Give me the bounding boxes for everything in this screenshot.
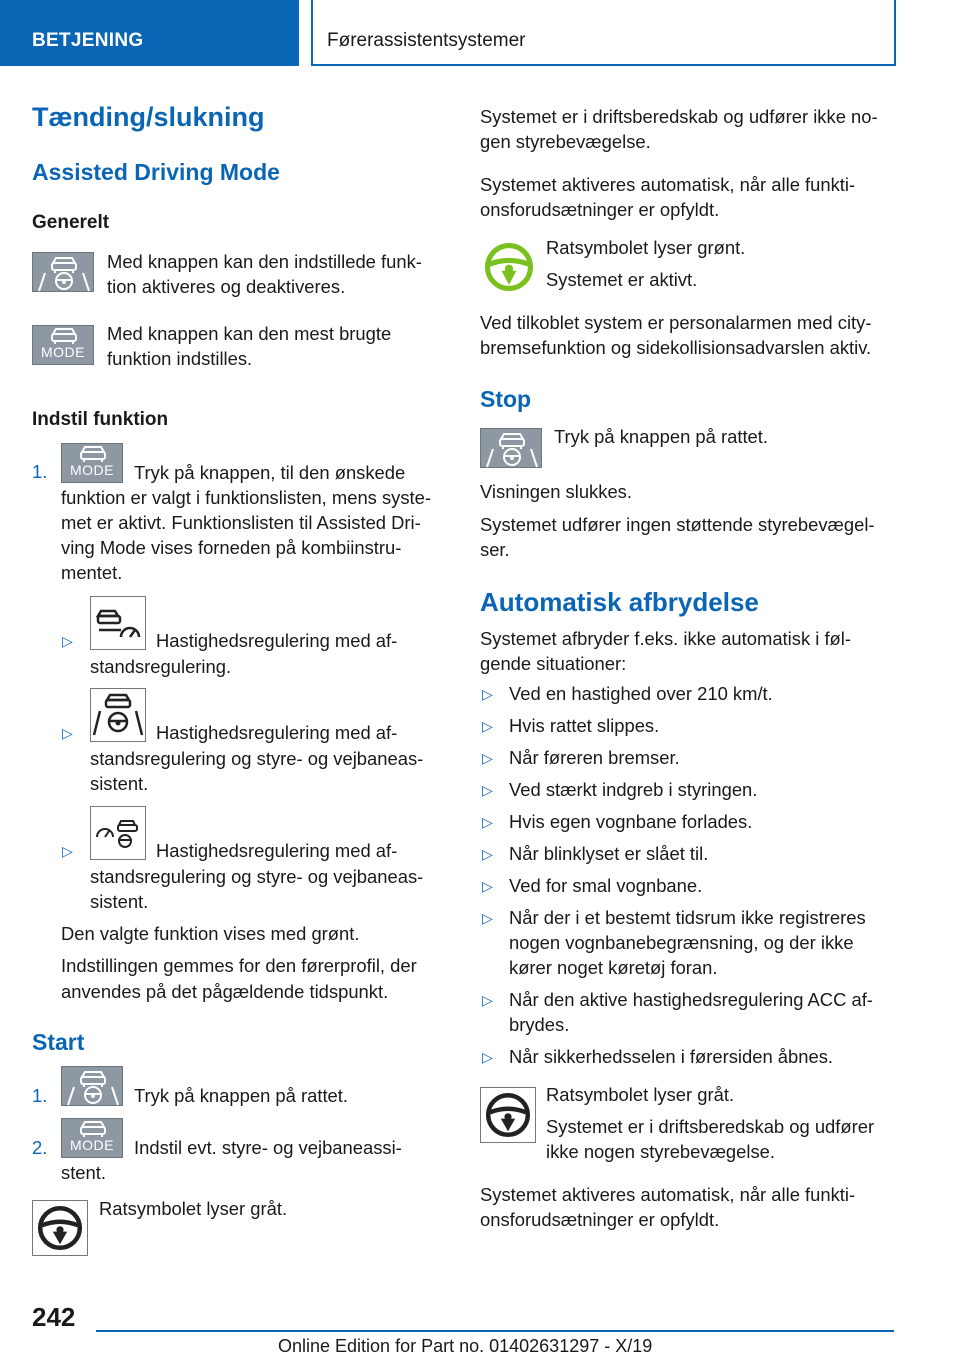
- steering-wheel-grey-icon: [32, 1200, 88, 1256]
- right-p2-a: Systemet aktiveres automatisk, når alle funkti-: [480, 174, 856, 195]
- bullet-3-text-b: standsregulering og styre- og vejbaneas-: [90, 866, 424, 887]
- steering-wheel-grey-icon: [480, 1087, 536, 1143]
- step-1-text-a: Tryk på knappen, til den ønskede: [134, 462, 406, 483]
- right-p3-a: Ved tilkoblet system er personalarmen med city-: [480, 312, 872, 333]
- bullet-2-text-a: Hastighedsregulering med af-: [156, 722, 398, 743]
- section-title-assisted-driving: Assisted Driving Mode: [32, 159, 280, 185]
- final-text-b: onsforudsætninger er opfyldt.: [480, 1209, 720, 1230]
- bullet-3-text-c: sistent.: [90, 891, 149, 912]
- green-symbol-text-b: Systemet er aktivt.: [546, 269, 698, 290]
- assist-button-icon: [480, 428, 542, 468]
- steering-wheel-green-icon: [481, 239, 537, 295]
- triangle-bullet-icon: ▷: [482, 750, 493, 766]
- list-item: Hvis rattet slippes.: [509, 715, 660, 736]
- green-symbol-text-a: Ratsymbolet lyser grønt.: [546, 237, 746, 258]
- triangle-bullet-icon: ▷: [482, 718, 493, 734]
- page-title: Tænding/slukning: [32, 102, 265, 132]
- mode-button-label: MODE: [70, 1137, 114, 1153]
- steering-lane-icon: [90, 806, 146, 860]
- triangle-bullet-icon: ▷: [482, 814, 493, 830]
- heading-general: Generelt: [32, 212, 110, 233]
- mode-button-icon: [61, 443, 123, 483]
- list-item: Når blinklyset er slået til.: [509, 843, 709, 864]
- start-step-2-text-a: Indstil evt. styre- og vejbaneassi-: [134, 1137, 402, 1158]
- list-item-8b: nogen vognbanebegrænsning, og der ikke: [509, 932, 854, 953]
- step-1-text-d: ving Mode vises forneden på kombiinstru-: [61, 537, 402, 558]
- car-steering-wheel-icon: [90, 688, 146, 742]
- heading-set-function: Indstil funktion: [32, 409, 169, 430]
- triangle-bullet-icon: ▷: [482, 782, 493, 798]
- stop-p2-b: ser.: [480, 539, 510, 560]
- header-section-label: BETJENING: [32, 30, 144, 51]
- bullet-1-text-a: Hastighedsregulering med af-: [156, 630, 398, 651]
- footer-divider: [96, 1330, 894, 1332]
- general-text-2a: Med knappen kan den mest brugte: [107, 323, 392, 344]
- green-note: Den valgte funktion vises med grønt.: [61, 923, 360, 944]
- bullet-2-text-c: sistent.: [90, 773, 149, 794]
- step-1-text-c: met er aktivt. Funktionslisten til Assisted Dri-: [61, 512, 421, 533]
- triangle-bullet-icon: ▷: [482, 910, 493, 926]
- list-item: Når føreren bremser.: [509, 747, 680, 768]
- right-p2-b: onsforudsætninger er opfyldt.: [480, 199, 720, 220]
- right-p3-b: bremsefunktion og sidekollisionsadvarslen aktiv.: [480, 337, 872, 358]
- start-step-1-text: Tryk på knappen på rattet.: [134, 1085, 348, 1106]
- stop-p2-a: Systemet udfører ingen støttende styrebevægel-: [480, 514, 875, 535]
- header-section-tab: [0, 0, 299, 66]
- start-step-1-number: 1.: [32, 1085, 48, 1106]
- list-item: Hvis egen vognbane forlades.: [509, 811, 753, 832]
- bullet-2-text-b: standsregulering og styre- og vejbaneas-: [90, 748, 424, 769]
- distance-cruise-icon: [90, 596, 146, 650]
- start-step-2-number: 2.: [32, 1137, 48, 1158]
- bullet-1-text-b: standsregulering.: [90, 656, 232, 677]
- header-chapter-box: [311, 0, 896, 66]
- triangle-bullet-icon: ▷: [482, 686, 493, 702]
- bullet-3-text-a: Hastighedsregulering med af-: [156, 840, 398, 861]
- list-item-8c: kører noget køretøj foran.: [509, 957, 718, 978]
- triangle-bullet-icon: ▷: [482, 1049, 493, 1065]
- final-text-a: Systemet aktiveres automatisk, når alle funkti-: [480, 1184, 856, 1205]
- step-1-number: 1.: [32, 461, 48, 482]
- general-text-2b: funktion indstilles.: [107, 348, 253, 369]
- auto-intro-b: gende situationer:: [480, 653, 627, 674]
- list-item: Ved for smal vognbane.: [509, 875, 703, 896]
- triangle-bullet-icon: ▷: [62, 633, 73, 649]
- triangle-bullet-icon: ▷: [62, 843, 73, 859]
- list-item-8a: Når der i et bestemt tidsrum ikke registreres: [509, 907, 866, 928]
- section-title-auto-stop: Automatisk afbrydelse: [480, 587, 759, 617]
- triangle-bullet-icon: ▷: [482, 992, 493, 1008]
- triangle-bullet-icon: ▷: [62, 725, 73, 741]
- section-title-stop: Stop: [480, 386, 532, 412]
- section-title-start: Start: [32, 1029, 85, 1055]
- grey-text-c: ikke nogen styrebevægelse.: [546, 1141, 775, 1162]
- list-item: Ved stærkt indgreb i styringen.: [509, 779, 758, 800]
- page-number: 242: [32, 1302, 76, 1332]
- stop-text: Tryk på knappen på rattet.: [554, 426, 768, 447]
- mode-button-label: MODE: [41, 344, 85, 360]
- saved-text-a: Indstillingen gemmes for den førerprofil, der: [61, 955, 417, 976]
- assist-button-icon: [61, 1066, 123, 1106]
- triangle-bullet-icon: ▷: [482, 878, 493, 894]
- footer-edition: Online Edition for Part no. 01402631297 - X/19: [278, 1336, 653, 1356]
- mode-button-icon: [61, 1118, 123, 1158]
- list-item: Ved en hastighed over 210 km/t.: [509, 683, 773, 704]
- header-chapter-label: Førerassistentsystemer: [327, 30, 526, 51]
- right-p1-a: Systemet er i driftsberedskab og udfører ikke no-: [480, 106, 878, 127]
- grey-text-b: Systemet er i driftsberedskab og udfører: [546, 1116, 875, 1137]
- mode-button-icon: [32, 325, 94, 365]
- list-item-9b: brydes.: [509, 1014, 570, 1035]
- step-1-text-e: mentet.: [61, 562, 123, 583]
- stop-p1: Visningen slukkes.: [480, 481, 632, 502]
- grey-symbol-text: Ratsymbolet lyser gråt.: [99, 1198, 288, 1219]
- auto-intro-a: Systemet afbryder f.eks. ikke automatisk i føl-: [480, 628, 851, 649]
- general-text-1a: Med knappen kan den indstillede funk-: [107, 251, 422, 272]
- saved-text-b: anvendes på det pågældende tidspunkt.: [61, 981, 389, 1002]
- list-item-10: Når sikkerhedsselen i førersiden åbnes.: [509, 1046, 834, 1067]
- step-1-text-b: funktion er valgt i funktionslisten, mens syste-: [61, 487, 432, 508]
- list-item-9a: Når den aktive hastighedsregulering ACC af-: [509, 989, 873, 1010]
- general-text-1b: tion aktiveres og deaktiveres.: [107, 276, 346, 297]
- triangle-bullet-icon: ▷: [482, 846, 493, 862]
- grey-text-a: Ratsymbolet lyser gråt.: [546, 1084, 735, 1105]
- right-p1-b: gen styrebevægelse.: [480, 131, 651, 152]
- mode-button-label: MODE: [70, 462, 114, 478]
- assist-button-icon: [32, 252, 94, 292]
- start-step-2-text-b: stent.: [61, 1162, 106, 1183]
